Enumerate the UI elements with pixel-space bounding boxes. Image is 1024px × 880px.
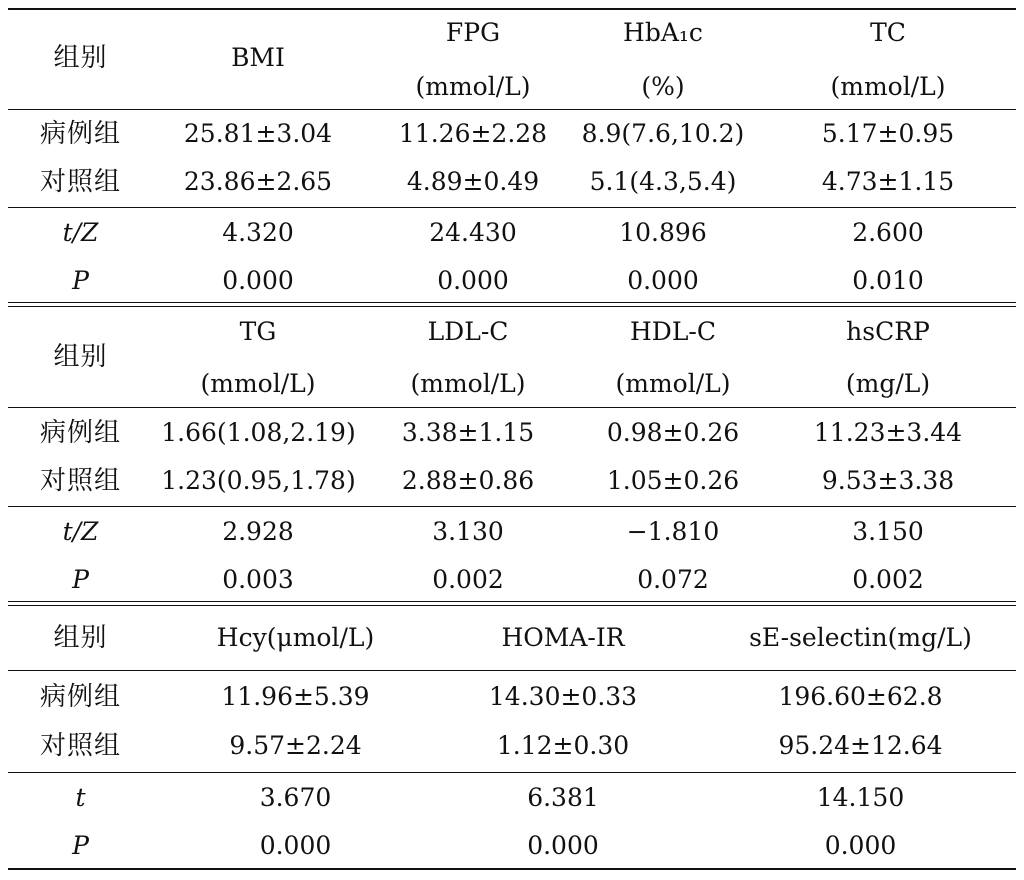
table-cell: 3.150	[852, 517, 924, 546]
table-cell: 10.896	[619, 218, 707, 247]
column-header: HDL-C	[629, 317, 717, 346]
row-label: P	[72, 266, 89, 295]
table-cell: 1.12±0.30	[496, 731, 630, 760]
header-row	[8, 606, 1016, 670]
table-cell: 5.1(4.3,5.4)	[589, 167, 737, 196]
header-row	[8, 307, 1016, 407]
row-label: t	[75, 783, 86, 812]
row-label: P	[72, 831, 89, 860]
table-row	[8, 507, 1016, 557]
row-label: 病例组	[39, 682, 121, 712]
column-unit: (mmol/L)	[410, 369, 526, 398]
column-header: BMI	[231, 43, 285, 72]
table-row	[8, 555, 1016, 605]
table-cell: 1.23(0.95,1.78)	[161, 466, 356, 495]
row-label: 病例组	[39, 119, 121, 149]
group-header: 组别	[53, 342, 108, 372]
table-cell: 0.003	[222, 565, 294, 594]
table-row	[8, 256, 1016, 306]
column-header: HOMA-IR	[501, 623, 625, 652]
table-cell: 196.60±62.8	[778, 682, 943, 711]
column-header: FPG	[445, 18, 501, 47]
table-cell: 4.320	[222, 218, 294, 247]
table-cell: 14.150	[816, 783, 905, 812]
table-cell: 23.86±2.65	[183, 167, 333, 196]
table-cell: 0.000	[259, 831, 332, 860]
row-label: t/Z	[62, 517, 99, 546]
table-cell: 2.88±0.86	[401, 466, 535, 495]
column-header: sE-selectin(mg/L)	[749, 623, 972, 652]
table-cell: 3.38±1.15	[401, 418, 535, 447]
table-row	[8, 109, 1016, 159]
table-cell: 6.381	[527, 783, 599, 812]
column-unit: (mmol/L)	[200, 369, 316, 398]
table-cell: 0.072	[637, 565, 709, 594]
row-label: 对照组	[39, 731, 121, 761]
table-cell: 1.66(1.08,2.19)	[161, 418, 356, 447]
table-cell: 2.600	[852, 218, 924, 247]
table-row	[8, 821, 1016, 871]
group-header: 组别	[53, 43, 108, 73]
table-cell: 95.24±12.64	[778, 731, 943, 760]
table-cell: 8.9(7.6,10.2)	[581, 119, 745, 148]
table-cell: 3.670	[259, 783, 332, 812]
row-label: 对照组	[39, 167, 121, 197]
column-header: HbA₁c	[623, 18, 703, 47]
table-cell: 0.010	[852, 266, 924, 295]
section3-header-rule	[8, 670, 1016, 671]
column-header: TG	[239, 317, 277, 346]
table-cell: 4.73±1.15	[821, 167, 955, 196]
row-label: P	[72, 565, 89, 594]
row-label: t/Z	[62, 218, 99, 247]
header-row	[8, 8, 1016, 108]
column-header: LDL-C	[427, 317, 509, 346]
row-label: 对照组	[39, 466, 121, 496]
column-unit: (mmol/L)	[830, 72, 946, 101]
group-header: 组别	[53, 623, 108, 653]
table-cell: 4.89±0.49	[406, 167, 540, 196]
table-cell: 25.81±3.04	[183, 119, 333, 148]
column-unit: (%)	[641, 72, 685, 101]
column-header: Hcy(μmol/L)	[216, 623, 375, 652]
table-cell: 0.000	[824, 831, 897, 860]
table-cell: 1.05±0.26	[606, 466, 740, 495]
table-row	[8, 773, 1016, 823]
column-header: hsCRP	[846, 317, 930, 346]
table-cell: 11.96±5.39	[221, 682, 370, 711]
table-cell: 0.000	[437, 266, 509, 295]
table-row	[8, 672, 1016, 722]
table-row	[8, 456, 1016, 506]
table-cell: 0.002	[852, 565, 924, 594]
table-cell: 0.000	[627, 266, 699, 295]
column-header: TC	[870, 18, 906, 47]
table-cell: 14.30±0.33	[488, 682, 638, 711]
table-cell: 11.23±3.44	[813, 418, 963, 447]
table-row	[8, 157, 1016, 207]
table-cell: 3.130	[432, 517, 504, 546]
row-label: 病例组	[39, 418, 121, 448]
column-unit: (mg/L)	[845, 369, 931, 398]
table-cell: 0.000	[222, 266, 294, 295]
table-cell: −1.810	[626, 517, 720, 546]
table-cell: 11.26±2.28	[398, 119, 548, 148]
table-cell: 0.000	[527, 831, 599, 860]
table-cell: 9.53±3.38	[821, 466, 955, 495]
table-cell: 0.002	[432, 565, 504, 594]
table-cell: 2.928	[222, 517, 294, 546]
column-unit: (mmol/L)	[615, 369, 731, 398]
table-row	[8, 721, 1016, 771]
table-cell: 5.17±0.95	[821, 119, 955, 148]
table-row	[8, 408, 1016, 458]
table-cell: 24.430	[429, 218, 517, 247]
column-unit: (mmol/L)	[415, 72, 531, 101]
table-row	[8, 208, 1016, 258]
table-cell: 0.98±0.26	[606, 418, 740, 447]
table-cell: 9.57±2.24	[229, 731, 362, 760]
